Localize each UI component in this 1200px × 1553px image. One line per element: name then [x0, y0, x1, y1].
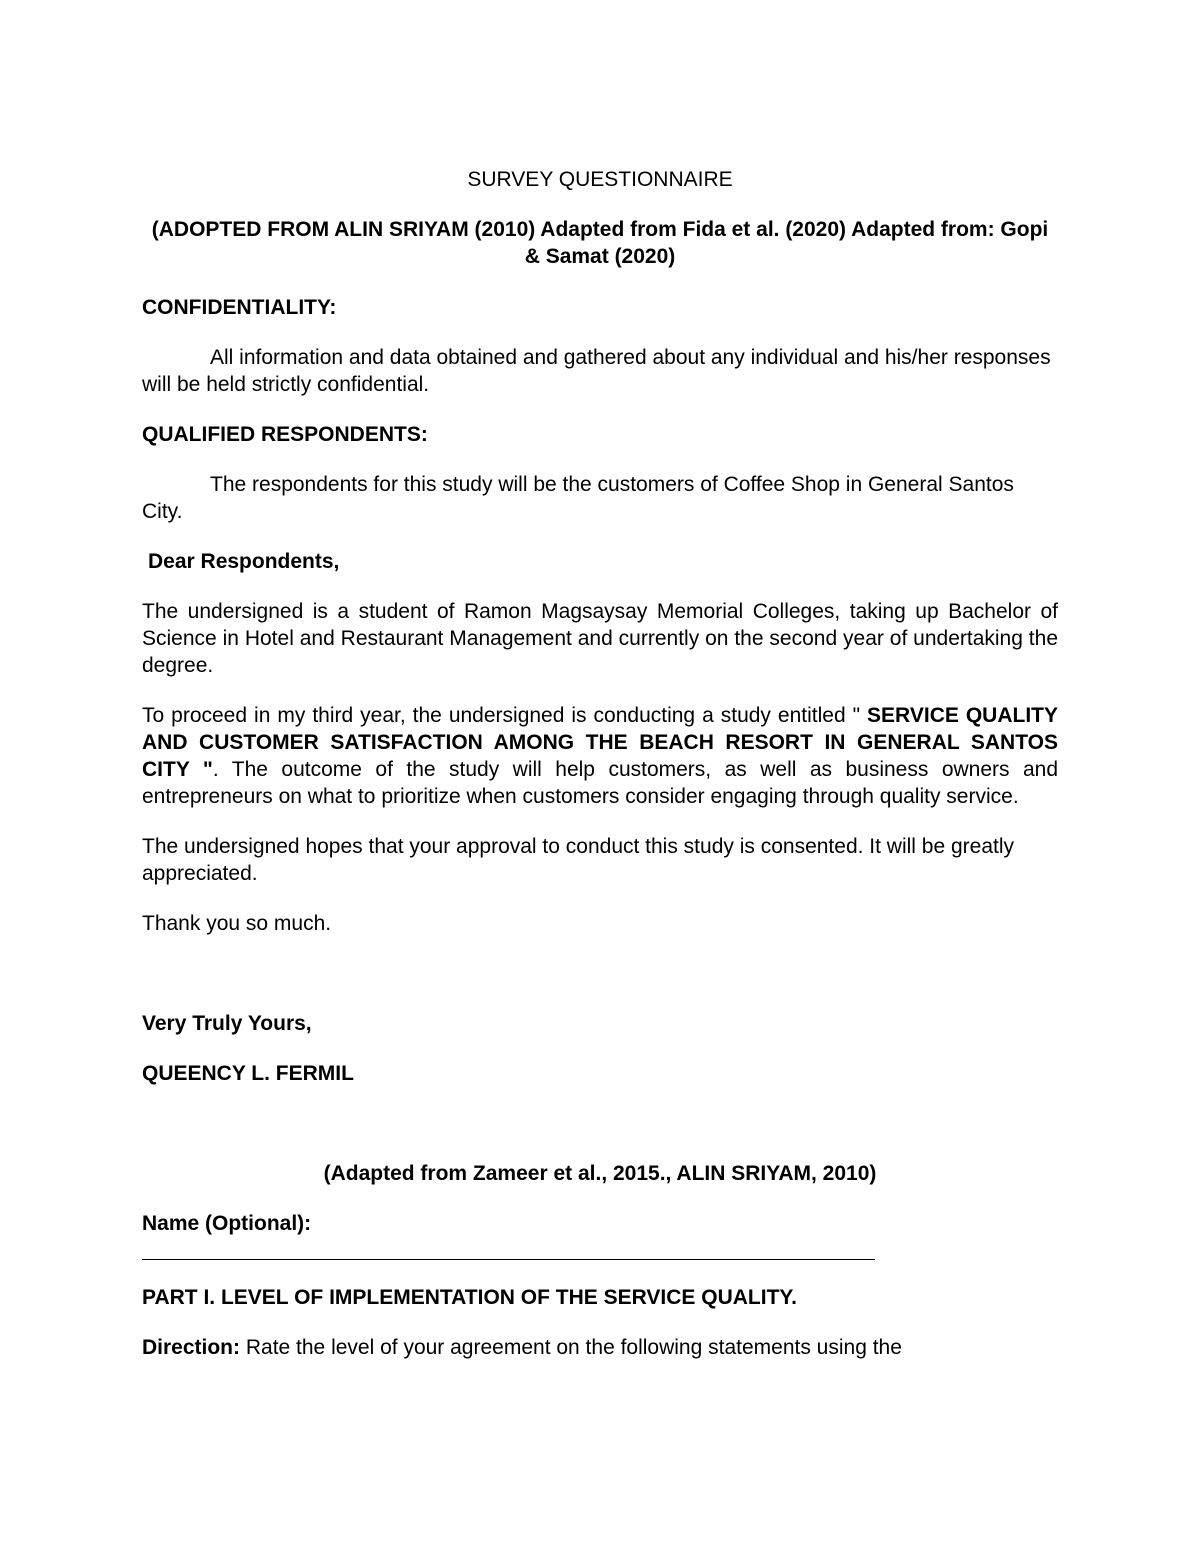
confidentiality-heading: CONFIDENTIALITY: [142, 296, 337, 319]
letter-paragraph-2 [142, 702, 1058, 810]
direction-label: Direction: [142, 1336, 241, 1359]
qualified-respondents-text: The respondents for this study will be the customers of Coffee Shop in General Santos City. [142, 473, 1014, 523]
thank-you-line: Thank you so much. [142, 912, 332, 935]
document-body [142, 166, 1058, 1361]
confidentiality-text: All information and data obtained and gathered about any individual and his/her responses will be held strictly confidential. [142, 346, 1051, 396]
direction-line [142, 1334, 1058, 1361]
letter-paragraph-1: The undersigned is a student of Ramon Magsaysay Memorial Colleges, taking up Bachelor of Science in Hotel and Restaurant Management and currently on the second year of undertaking the degree. [142, 600, 1058, 677]
direction-text: Rate the level of your agreement on the following statements using the [240, 1336, 902, 1359]
name-field-line[interactable] [142, 1237, 875, 1260]
paragraph-2-outro: . The outcome of the study will help customers, as well as business owners and entrepreneurs on what to prioritize when customers consider engaging through quality service. [142, 758, 1058, 808]
document-title: SURVEY QUESTIONNAIRE [467, 168, 733, 191]
signer-name: QUEENCY L. FERMIL [142, 1062, 354, 1085]
part-1-heading: PART I. LEVEL OF IMPLEMENTATION OF THE SERVICE QUALITY. [142, 1286, 797, 1309]
qualified-respondents-heading: QUALIFIED RESPONDENTS: [142, 423, 428, 446]
paragraph-2-intro: To proceed in my third year, the undersigned is conducting a study entitled " [142, 704, 868, 727]
salutation: Dear Respondents, [148, 550, 340, 573]
study-title: SERVICE QUALITY AND CUSTOMER SATISFACTION AMONG THE BEACH RESORT IN GENERAL SANTOS CITY " [142, 704, 1058, 781]
letter-paragraph-3: The undersigned hopes that your approval to conduct this study is consented. It will be greatly appreciated. [142, 835, 1015, 885]
adapted-source-line-2: (Adapted from Zameer et al., 2015., ALIN SRIYAM, 2010) [323, 1162, 877, 1185]
adopted-source-line: (ADOPTED FROM ALIN SRIYAM (2010) Adapted from Fida et al. (2020) Adapted from: Gopi & Samat (2020) [151, 218, 1049, 268]
closing-line: Very Truly Yours, [142, 1012, 312, 1035]
name-field-label: Name (Optional): [142, 1212, 312, 1235]
